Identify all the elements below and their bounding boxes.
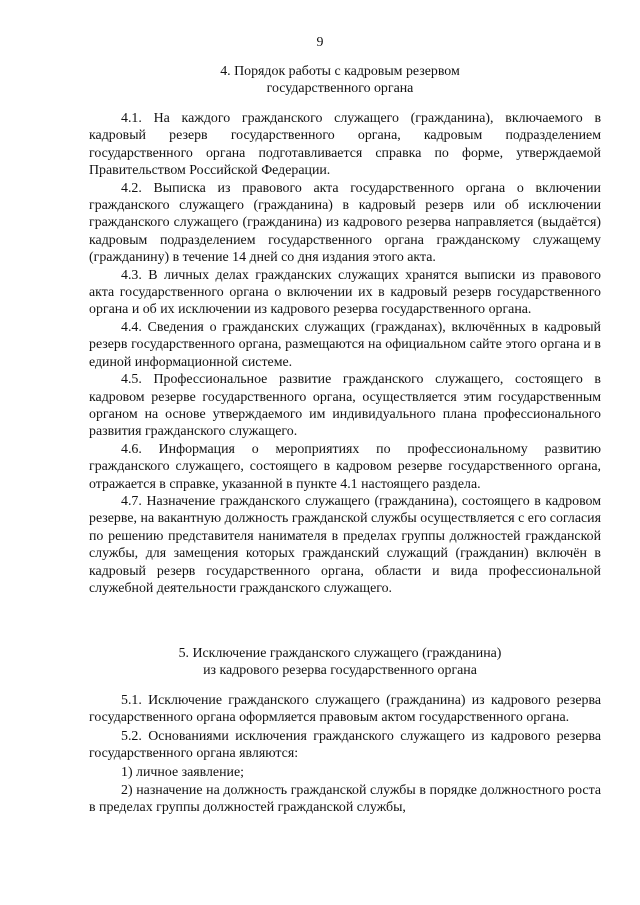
paragraph-4-3: 4.3. В личных делах гражданских служащих хранятся выписки из правового акта государственного органа о включении их в кадровый резерв государственного органа и об их исключении из кадрового резерва государственного органа.	[89, 267, 601, 318]
section-5-heading	[120, 645, 560, 680]
paragraph-5-1: 5.1. Исключение гражданского служащего (гражданина) из кадрового резерва государственного органа оформляется правовым актом государственного органа.	[89, 693, 601, 726]
list-item-1: 1) личное заявление;	[121, 764, 244, 780]
section-4-heading	[120, 63, 560, 98]
section-4-heading-line-1: 4. Порядок работы с кадровым резервом	[220, 64, 460, 79]
page-number: 9	[316, 35, 324, 50]
paragraph-5-2: 5.2. Основаниями исключения гражданского служащего из кадрового резерва государственного органа являются:	[89, 728, 601, 762]
section-4-heading-line-2: государственного органа	[266, 81, 414, 97]
section-5-heading-line-2: из кадрового резерва государственного органа	[203, 663, 477, 679]
paragraph-4-1: 4.1. На каждого гражданского служащего (гражданина), включаемого в кадровый резерв государственного органа, кадровым подразделением государственного органа подготавливается справка по форме, утверждаемой Правительством Российской Федерации.	[89, 111, 601, 179]
section-5-body	[89, 692, 601, 818]
section-5-heading-line-1: 5. Исключение гражданского служащего (гражданина)	[178, 646, 502, 661]
paragraph-4-7: 4.7. Назначение гражданского служащего (гражданина), состоящего в кадровом резерве, на вакантную должность гражданской службы осуществляется с его согласия по решению представителя нанимателя в пределах группы должностей гражданской службы, для замещения которых гражданский служащий (гражданин) включён в кадровый резерв государственного органа, области и вида профессиональной служебной деятельности гражданского служащего.	[89, 493, 601, 596]
paragraph-4-4: 4.4. Сведения о гражданских служащих (гражданах), включённых в кадровый резерв государственного органа, размещаются на официальном сайте этого органа и в единой информационной системе.	[89, 319, 601, 370]
paragraph-4-6: 4.6. Информация о мероприятиях по профессиональному развитию гражданского служащего, состоящего в кадровом резерве государственного органа, отражается в справке, указанной в пункте 4.1 настоящего раздела.	[89, 441, 601, 492]
section-4-body	[89, 110, 601, 597]
paragraph-4-5: 4.5. Профессиональное развитие гражданского служащего, состоящего в кадровом резерве государственного органа, осуществляется этим государственным органом на основе утверждаемого им индивидуального плана профессионального развития гражданского служащего.	[89, 372, 601, 440]
list-item-2: 2) назначение на должность гражданской службы в порядке должностного роста в пределах группы должностей гражданской службы,	[89, 783, 601, 816]
paragraph-4-2: 4.2. Выписка из правового акта государственного органа о включении гражданского служащего (гражданина) в кадровый резерв или об исключении гражданского служащего (гражданина) из кадрового резерва направляется (выдаётся) кадровым подразделением государственного органа гражданскому служащему (гражданину) в течение 14 дней со дня издания этого акта.	[89, 180, 601, 266]
